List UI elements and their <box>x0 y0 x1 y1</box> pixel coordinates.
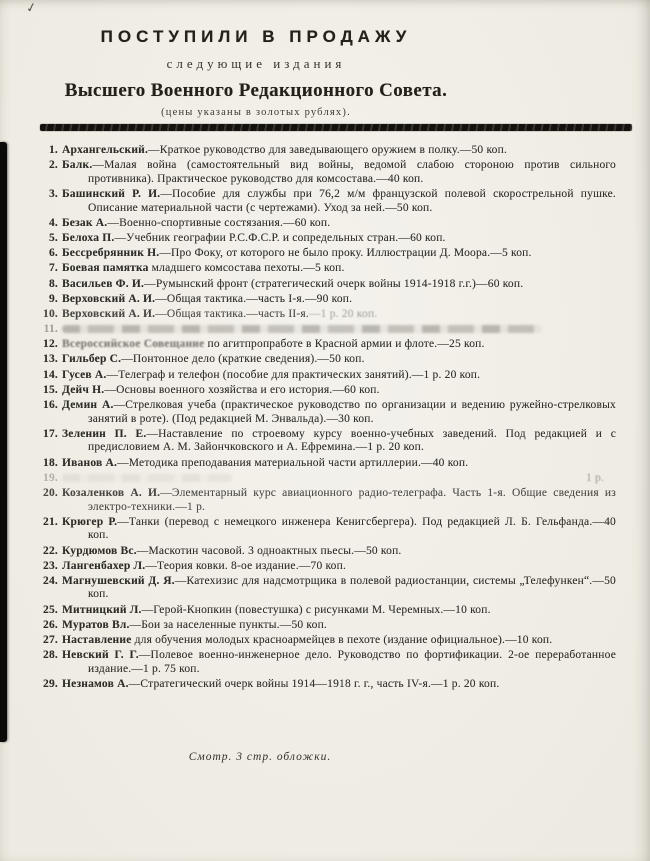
item-number: 5. <box>48 231 58 244</box>
item-text: —Малая война (самостоятельный вид войны, ведомой слабою стороною против сильного противника). Практическое руководство для комсостава.—40 коп. <box>88 159 616 185</box>
item-number: 15. <box>43 383 58 396</box>
item-number: 8. <box>48 277 58 290</box>
scan-artifact-bar <box>0 142 7 742</box>
item-text: —Маскотин часовой. 3 одноактных пьесы.—50 коп. <box>136 544 402 557</box>
list-item <box>38 649 616 676</box>
item-text: —Наставление по строевому курсу военно-учебных заведений. Под редакцией и с предисловием А. М. Зайончковского и А. Ефремина.—1 р. 20 коп. <box>88 427 616 454</box>
item-author: Белоха П. <box>62 231 115 244</box>
item-author: Васильев Ф. И. <box>62 277 145 290</box>
item-author: Демин А. <box>62 399 114 411</box>
item-number: 26. <box>43 618 58 631</box>
item-text: —Полевое военно-инженерное дело. Руководство по фортификации. 2-ое переработанное издание.—1 р. 75 коп. <box>88 649 616 675</box>
item-author: Дейч Н. <box>62 383 105 396</box>
header <box>6 27 506 118</box>
page-title: ПОСТУПИЛИ В ПРОДАЖУ <box>100 27 412 46</box>
item-author: Всероссийское Совещание <box>62 338 205 351</box>
item-text: —Элементарный курс авиационного радио-телеграфа. Часть 1-я. Общие сведения из электро-техники.—1 р. <box>88 486 616 513</box>
item-text: —Краткое руководство для заведывающего оружием в полку.—50 коп. <box>148 144 508 156</box>
list-item <box>38 560 616 574</box>
item-text: —Катехизис для надсмотрщика в полевой радиостанции, системы „Телефункен“.—50 коп. <box>88 574 616 601</box>
list-item <box>38 604 616 618</box>
book-list <box>38 144 616 693</box>
item-number: 3. <box>48 187 58 200</box>
list-item <box>38 308 616 322</box>
item-text: —Понтонное дело (краткие сведения).—50 коп. <box>121 353 365 366</box>
item-text: —Военно-спортивные состязания.—60 коп. <box>107 216 331 229</box>
item-author: Верховский А. И. <box>62 307 156 320</box>
list-item <box>38 678 616 692</box>
list-item <box>38 144 616 158</box>
item-author: Иванов А. <box>62 456 118 469</box>
subtitle: следующие издания <box>166 56 346 71</box>
list-item <box>38 619 616 633</box>
item-author: Гусев А. <box>62 368 107 381</box>
item-number: 2. <box>48 159 58 172</box>
list-item <box>38 338 616 352</box>
item-author: Боевая памятка <box>62 262 149 275</box>
item-number: 4. <box>48 216 58 229</box>
list-item <box>38 353 616 367</box>
list-item <box>38 384 616 398</box>
list-item: 19. 1 р. <box>38 472 616 486</box>
item-author: Зеленин П. Е. <box>62 427 147 440</box>
list-item <box>38 262 616 276</box>
item-text: по агитпропработе в Красной армии и флоте.—25 коп. <box>204 338 485 351</box>
publisher-title: Высшего Военного Редакционного Совета. <box>64 80 448 101</box>
list-item <box>38 159 616 186</box>
item-price-faded: —1 р. 20 коп. <box>308 307 378 320</box>
item-author: Архангельский. <box>62 144 149 156</box>
list-item <box>38 487 616 514</box>
item-text: —Учебник географии Р.С.Ф.С.Р. и сопредельных стран.—60 коп. <box>114 231 446 244</box>
list-item <box>38 516 616 543</box>
item-author: Лангенбахер Л. <box>62 559 146 572</box>
item-number: 11. <box>43 323 58 336</box>
handwritten-check-mark: ✓ <box>24 0 39 17</box>
item-author: Курдюмов Вс. <box>62 544 137 557</box>
decorative-rule <box>40 124 632 131</box>
item-number: 16. <box>43 399 58 411</box>
item-author: Верховский А. И. <box>62 292 156 305</box>
list-item <box>38 545 616 559</box>
item-number: 20. <box>43 486 58 499</box>
item-text: —Основы военного хозяйства и его история.—60 коп. <box>104 383 380 396</box>
item-author: Муратов Вл. <box>62 618 130 631</box>
item-number: 22. <box>43 544 58 557</box>
item-number: 1. <box>48 144 58 156</box>
item-number: 18. <box>43 456 58 469</box>
item-text: —Стратегический очерк войны 1914—1918 г. г., часть IV-я.—1 р. 20 коп. <box>128 678 500 690</box>
item-number: 28. <box>43 649 58 662</box>
list-item <box>38 457 616 471</box>
list-item <box>38 217 616 231</box>
item-number: 27. <box>43 634 58 647</box>
item-author: Балк. <box>62 159 93 172</box>
item-number: 25. <box>43 603 58 616</box>
list-item <box>38 278 616 292</box>
item-number: 9. <box>48 292 58 305</box>
item-text: —Румынский фронт (стратегический очерк войны 1914-1918 г.г.)—60 коп. <box>144 277 524 290</box>
item-number: 10. <box>43 307 58 320</box>
item-number: 24. <box>43 574 58 587</box>
item-author: Невский Г. Г. <box>62 649 139 662</box>
item-author: Башинский Р. И. <box>62 187 161 200</box>
item-text: —Телеграф и телефон (пособие для практических занятий).—1 р. 20 коп. <box>106 368 481 381</box>
item-author: Магнушевский Д. Я. <box>62 574 175 587</box>
item-number: 23. <box>43 559 58 572</box>
item-text: —Общая тактика.—часть I-я.—90 коп. <box>155 292 353 305</box>
list-item <box>38 323 616 337</box>
item-author: Козаленков А. И. <box>62 486 161 499</box>
item-number: 14. <box>43 368 58 381</box>
footer-note: Смотр. 3 стр. обложки. <box>188 751 332 763</box>
list-item <box>38 247 616 261</box>
item-number: 21. <box>43 515 58 528</box>
list-item <box>38 369 616 383</box>
list-item <box>38 634 616 648</box>
item-text: младшего комсостава пехоты.—5 коп. <box>148 262 345 275</box>
item-author: Безак А. <box>62 216 108 229</box>
item-text: —Про Фоку, от которого не было проку. Иллюстрации Д. Моора.—5 коп. <box>159 247 532 260</box>
item-number: 13. <box>43 353 58 366</box>
item-number: 19. <box>43 471 58 484</box>
item-author: Незнамов А. <box>62 678 129 690</box>
item-text: для обучения молодых красноармейцев в пехоте (издание официальное).—10 коп. <box>131 634 553 647</box>
item-author: Наставление <box>62 634 132 647</box>
item-author: Митницкий Л. <box>62 603 142 616</box>
item-number: 12. <box>43 338 58 351</box>
item-text: —Герой-Кнопкин (повестушка) с рисунками М. Черемных.—10 коп. <box>141 603 491 616</box>
item-text: —Общая тактика.—часть II-я. <box>155 307 309 320</box>
item-author: Бессребрянник Н. <box>62 247 160 260</box>
item-author: Крюгер Р. <box>62 515 118 528</box>
illegible-smudge <box>62 325 542 333</box>
illegible-smudge <box>62 474 232 482</box>
item-number: 29. <box>43 678 58 690</box>
item-number: 17. <box>43 427 58 440</box>
item-text: —Танки (перевод с немецкого инженера Кенигсбергера). Под редакцией Л. Б. Гельфанда.—40 коп. <box>88 515 616 542</box>
list-item <box>38 293 616 307</box>
list-item <box>38 428 616 455</box>
list-item <box>38 575 616 602</box>
list-item <box>38 399 616 426</box>
item-author: Гильбер С. <box>62 353 122 366</box>
item-text: —Теория ковки. 8-ое издание.—70 коп. <box>145 559 347 572</box>
item-number: 7. <box>48 262 58 275</box>
item-text: —Бои за населенные пункты.—50 коп. <box>129 618 327 631</box>
item-number: 6. <box>48 247 58 260</box>
item-text: —Методика преподавания материальной части артиллерии.—40 коп. <box>117 456 469 469</box>
list-item <box>38 188 616 215</box>
price-note: (цены указаны в золотых рублях). <box>161 107 351 118</box>
list-item <box>38 232 616 246</box>
item-text: —Пособие для службы при 76,2 м/м французской полевой скорострельной пушке. Описание материальной части (с чертежами). Уход за ней.—50 коп. <box>88 187 617 214</box>
item-text: —Стрелковая учеба (практическое руководство по организации и ведению ружейно-стрелковых занятий в роте). (Под редакцией М. Энвальда).—30 коп. <box>88 399 616 425</box>
